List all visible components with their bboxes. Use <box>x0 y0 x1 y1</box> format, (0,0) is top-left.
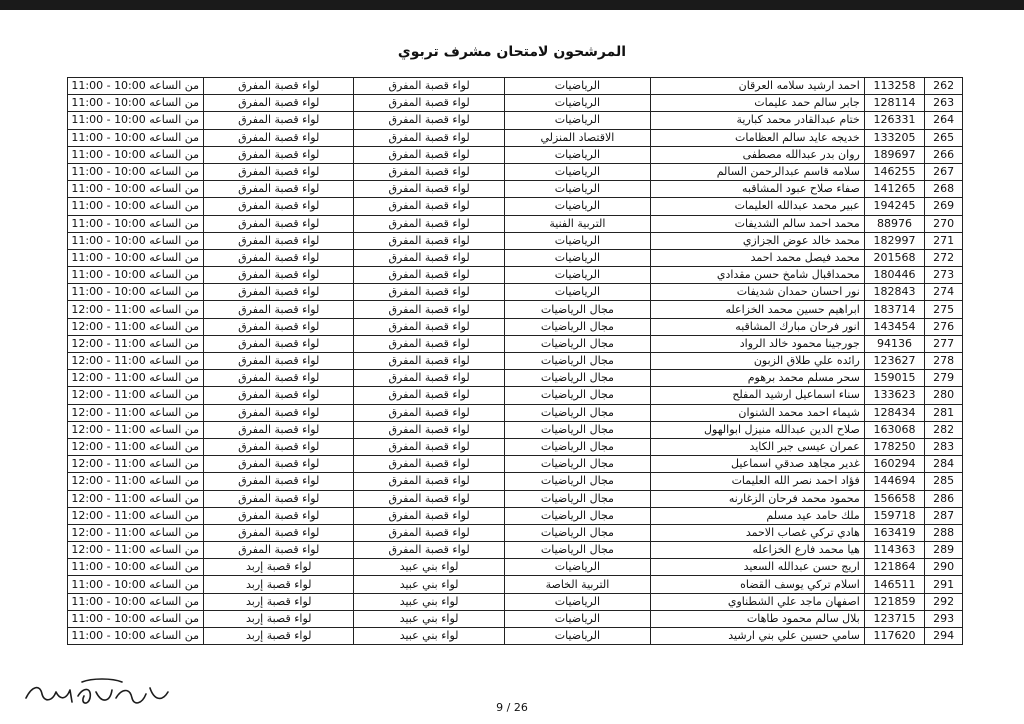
candidate-id-cell: 121859 <box>864 593 924 610</box>
directorate-cell: لواء قصبة المفرق <box>354 215 504 232</box>
candidates-table-body <box>68 78 963 645</box>
candidate-name-cell: محمود محمد فرحان الزغارنه <box>651 490 865 507</box>
specialty-cell: الرياضيات <box>504 593 650 610</box>
directorate-cell: لواء قصبة المفرق <box>354 112 504 129</box>
row-number-cell: 273 <box>925 267 963 284</box>
exam-center-cell: لواء قصبة المفرق <box>204 524 354 541</box>
candidate-id-cell: 163068 <box>864 421 924 438</box>
exam-time-cell: من الساعه 10:00 - 11:00 <box>68 112 204 129</box>
exam-time-cell: من الساعه 10:00 - 11:00 <box>68 232 204 249</box>
directorate-cell: لواء قصبة المفرق <box>354 456 504 473</box>
specialty-cell: الرياضيات <box>504 284 650 301</box>
specialty-cell: التربية الخاصة <box>504 576 650 593</box>
candidate-name-cell: جابر سالم حمد عليمات <box>651 95 865 112</box>
exam-center-cell: لواء قصبة المفرق <box>204 249 354 266</box>
candidate-id-cell: 123715 <box>864 610 924 627</box>
exam-time-cell: من الساعه 10:00 - 11:00 <box>68 181 204 198</box>
candidate-id-cell: 183714 <box>864 301 924 318</box>
scan-top-edge <box>0 0 1024 10</box>
exam-time-cell: من الساعه 10:00 - 11:00 <box>68 267 204 284</box>
row-number-cell: 278 <box>925 353 963 370</box>
row-number-cell: 272 <box>925 249 963 266</box>
specialty-cell: الاقتصاد المنزلي <box>504 129 650 146</box>
specialty-cell: مجال الرياضيات <box>504 404 650 421</box>
candidate-id-cell: 189697 <box>864 146 924 163</box>
row-number-cell: 289 <box>925 542 963 559</box>
exam-center-cell: لواء قصبة المفرق <box>204 78 354 95</box>
candidate-id-cell: 180446 <box>864 267 924 284</box>
directorate-cell: لواء قصبة المفرق <box>354 353 504 370</box>
exam-time-cell: من الساعه 10:00 - 11:00 <box>68 249 204 266</box>
exam-center-cell: لواء قصبة المفرق <box>204 198 354 215</box>
directorate-cell: لواء قصبة المفرق <box>354 301 504 318</box>
candidate-name-cell: هادي تركي غصاب الاحمد <box>651 524 865 541</box>
exam-center-cell: لواء قصبة المفرق <box>204 129 354 146</box>
row-number-cell: 293 <box>925 610 963 627</box>
directorate-cell: لواء بني عبيد <box>354 593 504 610</box>
exam-time-cell: من الساعه 11:00 - 12:00 <box>68 456 204 473</box>
exam-time-cell: من الساعه 10:00 - 11:00 <box>68 129 204 146</box>
exam-center-cell: لواء قصبة إربد <box>204 593 354 610</box>
row-number-cell: 267 <box>925 163 963 180</box>
exam-time-cell: من الساعه 11:00 - 12:00 <box>68 473 204 490</box>
candidate-name-cell: فؤاد احمد نصر الله العليمات <box>651 473 865 490</box>
row-number-cell: 281 <box>925 404 963 421</box>
row-number-cell: 292 <box>925 593 963 610</box>
exam-center-cell: لواء قصبة المفرق <box>204 146 354 163</box>
specialty-cell: الرياضيات <box>504 610 650 627</box>
directorate-cell: لواء قصبة المفرق <box>354 249 504 266</box>
candidate-name-cell: اريج حسن عبدالله السعيد <box>651 559 865 576</box>
row-number-cell: 266 <box>925 146 963 163</box>
directorate-cell: لواء بني عبيد <box>354 559 504 576</box>
specialty-cell: الرياضيات <box>504 249 650 266</box>
exam-center-cell: لواء قصبة المفرق <box>204 421 354 438</box>
exam-time-cell: من الساعه 11:00 - 12:00 <box>68 370 204 387</box>
exam-center-cell: لواء قصبة المفرق <box>204 490 354 507</box>
candidate-name-cell: خديجه عايد سالم العظامات <box>651 129 865 146</box>
candidate-id-cell: 117620 <box>864 628 924 645</box>
candidate-id-cell: 178250 <box>864 438 924 455</box>
row-number-cell: 287 <box>925 507 963 524</box>
table-row <box>68 181 963 198</box>
candidate-name-cell: اسلام تركي يوسف القضاه <box>651 576 865 593</box>
table-row <box>68 370 963 387</box>
table-row <box>68 421 963 438</box>
exam-time-cell: من الساعه 10:00 - 11:00 <box>68 593 204 610</box>
candidate-id-cell: 146511 <box>864 576 924 593</box>
table-row <box>68 456 963 473</box>
exam-time-cell: من الساعه 11:00 - 12:00 <box>68 353 204 370</box>
candidate-name-cell: سحر مسلم محمد برهوم <box>651 370 865 387</box>
row-number-cell: 288 <box>925 524 963 541</box>
row-number-cell: 285 <box>925 473 963 490</box>
exam-time-cell: من الساعه 10:00 - 11:00 <box>68 284 204 301</box>
table-row <box>68 404 963 421</box>
specialty-cell: التربية الفنية <box>504 215 650 232</box>
table-row <box>68 95 963 112</box>
directorate-cell: لواء قصبة المفرق <box>354 267 504 284</box>
table-row <box>68 628 963 645</box>
table-row <box>68 438 963 455</box>
candidate-name-cell: شيماء احمد محمد الشنوان <box>651 404 865 421</box>
exam-time-cell: من الساعه 11:00 - 12:00 <box>68 507 204 524</box>
directorate-cell: لواء قصبة المفرق <box>354 490 504 507</box>
directorate-cell: لواء قصبة المفرق <box>354 284 504 301</box>
exam-time-cell: من الساعه 11:00 - 12:00 <box>68 438 204 455</box>
directorate-cell: لواء قصبة المفرق <box>354 542 504 559</box>
candidate-name-cell: محمد خالد عوض الجزازي <box>651 232 865 249</box>
table-row <box>68 284 963 301</box>
row-number-cell: 274 <box>925 284 963 301</box>
candidate-id-cell: 182997 <box>864 232 924 249</box>
exam-center-cell: لواء قصبة إربد <box>204 576 354 593</box>
candidate-name-cell: اصفهان ماجد علي الشطناوي <box>651 593 865 610</box>
directorate-cell: لواء قصبة المفرق <box>354 163 504 180</box>
exam-time-cell: من الساعه 10:00 - 11:00 <box>68 215 204 232</box>
candidate-name-cell: محمد فيصل محمد احمد <box>651 249 865 266</box>
exam-center-cell: لواء قصبة المفرق <box>204 404 354 421</box>
specialty-cell: الرياضيات <box>504 163 650 180</box>
candidate-id-cell: 194245 <box>864 198 924 215</box>
specialty-cell: الرياضيات <box>504 146 650 163</box>
candidate-name-cell: صفاء صلاح عبود المشاقبه <box>651 181 865 198</box>
directorate-cell: لواء قصبة المفرق <box>354 198 504 215</box>
candidate-id-cell: 114363 <box>864 542 924 559</box>
exam-center-cell: لواء قصبة المفرق <box>204 473 354 490</box>
directorate-cell: لواء قصبة المفرق <box>354 181 504 198</box>
candidate-name-cell: انور فرحان مبارك المشاقبه <box>651 318 865 335</box>
specialty-cell: مجال الرياضيات <box>504 301 650 318</box>
candidate-id-cell: 121864 <box>864 559 924 576</box>
exam-time-cell: من الساعه 10:00 - 11:00 <box>68 198 204 215</box>
directorate-cell: لواء قصبة المفرق <box>354 129 504 146</box>
exam-time-cell: من الساعه 11:00 - 12:00 <box>68 542 204 559</box>
table-row <box>68 129 963 146</box>
candidate-name-cell: غدير مجاهد صدقي اسماعيل <box>651 456 865 473</box>
candidate-name-cell: احمد ارشيد سلامه العرقان <box>651 78 865 95</box>
exam-center-cell: لواء قصبة المفرق <box>204 318 354 335</box>
candidate-name-cell: هيا محمد فارع الخزاعله <box>651 542 865 559</box>
candidate-id-cell: 88976 <box>864 215 924 232</box>
candidate-id-cell: 144694 <box>864 473 924 490</box>
specialty-cell: مجال الرياضيات <box>504 318 650 335</box>
exam-center-cell: لواء قصبة المفرق <box>204 163 354 180</box>
directorate-cell: لواء قصبة المفرق <box>354 232 504 249</box>
exam-center-cell: لواء قصبة المفرق <box>204 370 354 387</box>
table-row <box>68 146 963 163</box>
directorate-cell: لواء بني عبيد <box>354 628 504 645</box>
candidate-name-cell: صلاح الدين عبدالله منيزل ابوالهول <box>651 421 865 438</box>
exam-center-cell: لواء قصبة المفرق <box>204 507 354 524</box>
row-number-cell: 284 <box>925 456 963 473</box>
specialty-cell: الرياضيات <box>504 198 650 215</box>
exam-center-cell: لواء قصبة المفرق <box>204 112 354 129</box>
specialty-cell: مجال الرياضيات <box>504 507 650 524</box>
table-row <box>68 301 963 318</box>
exam-center-cell: لواء قصبة إربد <box>204 610 354 627</box>
candidate-name-cell: نور احسان حمدان شديفات <box>651 284 865 301</box>
specialty-cell: مجال الرياضيات <box>504 542 650 559</box>
candidate-id-cell: 160294 <box>864 456 924 473</box>
table-row <box>68 353 963 370</box>
exam-time-cell: من الساعه 11:00 - 12:00 <box>68 318 204 335</box>
specialty-cell: مجال الرياضيات <box>504 438 650 455</box>
exam-center-cell: لواء قصبة المفرق <box>204 353 354 370</box>
exam-center-cell: لواء قصبة المفرق <box>204 387 354 404</box>
directorate-cell: لواء قصبة المفرق <box>354 335 504 352</box>
candidate-id-cell: 163419 <box>864 524 924 541</box>
table-row <box>68 163 963 180</box>
exam-center-cell: لواء قصبة إربد <box>204 628 354 645</box>
candidate-id-cell: 159015 <box>864 370 924 387</box>
directorate-cell: لواء قصبة المفرق <box>354 370 504 387</box>
directorate-cell: لواء قصبة المفرق <box>354 421 504 438</box>
directorate-cell: لواء بني عبيد <box>354 610 504 627</box>
specialty-cell: مجال الرياضيات <box>504 335 650 352</box>
table-row <box>68 249 963 266</box>
exam-time-cell: من الساعه 10:00 - 11:00 <box>68 576 204 593</box>
row-number-cell: 286 <box>925 490 963 507</box>
exam-center-cell: لواء قصبة المفرق <box>204 335 354 352</box>
candidates-table <box>67 77 963 645</box>
candidate-id-cell: 146255 <box>864 163 924 180</box>
specialty-cell: مجال الرياضيات <box>504 524 650 541</box>
directorate-cell: لواء قصبة المفرق <box>354 318 504 335</box>
candidate-name-cell: رائده علي طلاق الزبون <box>651 353 865 370</box>
row-number-cell: 262 <box>925 78 963 95</box>
table-row <box>68 335 963 352</box>
candidate-name-cell: عبير محمد عبدالله العليمات <box>651 198 865 215</box>
candidate-name-cell: ختام عبدالقادر محمد كبارية <box>651 112 865 129</box>
table-row <box>68 215 963 232</box>
table-row <box>68 490 963 507</box>
candidate-id-cell: 182843 <box>864 284 924 301</box>
row-number-cell: 264 <box>925 112 963 129</box>
candidate-id-cell: 123627 <box>864 353 924 370</box>
row-number-cell: 271 <box>925 232 963 249</box>
row-number-cell: 268 <box>925 181 963 198</box>
candidate-id-cell: 143454 <box>864 318 924 335</box>
candidate-id-cell: 94136 <box>864 335 924 352</box>
directorate-cell: لواء بني عبيد <box>354 576 504 593</box>
exam-time-cell: من الساعه 10:00 - 11:00 <box>68 146 204 163</box>
table-row <box>68 318 963 335</box>
table-row <box>68 78 963 95</box>
table-row <box>68 542 963 559</box>
specialty-cell: الرياضيات <box>504 559 650 576</box>
page-number: 9 / 26 <box>496 701 528 714</box>
candidate-name-cell: روان بدر عبدالله مصطفى <box>651 146 865 163</box>
exam-center-cell: لواء قصبة المفرق <box>204 267 354 284</box>
exam-center-cell: لواء قصبة المفرق <box>204 181 354 198</box>
row-number-cell: 294 <box>925 628 963 645</box>
candidate-name-cell: محمداقبال شامخ حسن مقدادي <box>651 267 865 284</box>
specialty-cell: الرياضيات <box>504 112 650 129</box>
exam-time-cell: من الساعه 10:00 - 11:00 <box>68 95 204 112</box>
table-row <box>68 507 963 524</box>
candidate-id-cell: 128114 <box>864 95 924 112</box>
candidate-name-cell: سلامه قاسم عبدالرحمن السالم <box>651 163 865 180</box>
candidate-id-cell: 141265 <box>864 181 924 198</box>
table-row <box>68 610 963 627</box>
exam-time-cell: من الساعه 11:00 - 12:00 <box>68 524 204 541</box>
table-row <box>68 387 963 404</box>
row-number-cell: 265 <box>925 129 963 146</box>
table-row <box>68 112 963 129</box>
exam-time-cell: من الساعه 10:00 - 11:00 <box>68 163 204 180</box>
exam-center-cell: لواء قصبة المفرق <box>204 215 354 232</box>
specialty-cell: مجال الرياضيات <box>504 490 650 507</box>
exam-time-cell: من الساعه 10:00 - 11:00 <box>68 628 204 645</box>
specialty-cell: مجال الرياضيات <box>504 353 650 370</box>
row-number-cell: 277 <box>925 335 963 352</box>
directorate-cell: لواء قصبة المفرق <box>354 438 504 455</box>
row-number-cell: 279 <box>925 370 963 387</box>
exam-center-cell: لواء قصبة المفرق <box>204 542 354 559</box>
exam-center-cell: لواء قصبة المفرق <box>204 95 354 112</box>
table-row <box>68 232 963 249</box>
exam-center-cell: لواء قصبة المفرق <box>204 301 354 318</box>
directorate-cell: لواء قصبة المفرق <box>354 95 504 112</box>
exam-time-cell: من الساعه 10:00 - 11:00 <box>68 610 204 627</box>
table-row <box>68 473 963 490</box>
row-number-cell: 283 <box>925 438 963 455</box>
directorate-cell: لواء قصبة المفرق <box>354 473 504 490</box>
row-number-cell: 280 <box>925 387 963 404</box>
candidate-name-cell: جورجينا محمود خالد الرواد <box>651 335 865 352</box>
directorate-cell: لواء قصبة المفرق <box>354 507 504 524</box>
table-row <box>68 576 963 593</box>
exam-center-cell: لواء قصبة المفرق <box>204 284 354 301</box>
exam-time-cell: من الساعه 10:00 - 11:00 <box>68 559 204 576</box>
specialty-cell: الرياضيات <box>504 181 650 198</box>
directorate-cell: لواء قصبة المفرق <box>354 387 504 404</box>
specialty-cell: مجال الرياضيات <box>504 473 650 490</box>
specialty-cell: الرياضيات <box>504 267 650 284</box>
row-number-cell: 282 <box>925 421 963 438</box>
directorate-cell: لواء قصبة المفرق <box>354 404 504 421</box>
specialty-cell: مجال الرياضيات <box>504 370 650 387</box>
candidate-id-cell: 159718 <box>864 507 924 524</box>
exam-center-cell: لواء قصبة المفرق <box>204 438 354 455</box>
candidate-name-cell: ابراهيم حسين محمد الخزاعله <box>651 301 865 318</box>
exam-time-cell: من الساعه 11:00 - 12:00 <box>68 387 204 404</box>
candidate-id-cell: 201568 <box>864 249 924 266</box>
specialty-cell: الرياضيات <box>504 95 650 112</box>
exam-center-cell: لواء قصبة المفرق <box>204 232 354 249</box>
specialty-cell: الرياضيات <box>504 232 650 249</box>
exam-time-cell: من الساعه 11:00 - 12:00 <box>68 335 204 352</box>
candidate-id-cell: 133205 <box>864 129 924 146</box>
page-title: المرشحون لامتحان مشرف تربوي <box>397 44 627 60</box>
candidate-id-cell: 126331 <box>864 112 924 129</box>
directorate-cell: لواء قصبة المفرق <box>354 78 504 95</box>
table-row <box>68 198 963 215</box>
exam-time-cell: من الساعه 11:00 - 12:00 <box>68 490 204 507</box>
specialty-cell: مجال الرياضيات <box>504 456 650 473</box>
exam-time-cell: من الساعه 10:00 - 11:00 <box>68 78 204 95</box>
candidate-name-cell: سناء اسماعيل ارشيد المفلح <box>651 387 865 404</box>
specialty-cell: مجال الرياضيات <box>504 421 650 438</box>
row-number-cell: 263 <box>925 95 963 112</box>
exam-center-cell: لواء قصبة المفرق <box>204 456 354 473</box>
candidate-name-cell: بلال سالم محمود طاهات <box>651 610 865 627</box>
specialty-cell: الرياضيات <box>504 78 650 95</box>
candidate-name-cell: عمران عيسى جبر الكايد <box>651 438 865 455</box>
row-number-cell: 291 <box>925 576 963 593</box>
directorate-cell: لواء قصبة المفرق <box>354 146 504 163</box>
exam-time-cell: من الساعه 11:00 - 12:00 <box>68 421 204 438</box>
specialty-cell: مجال الرياضيات <box>504 387 650 404</box>
row-number-cell: 270 <box>925 215 963 232</box>
exam-time-cell: من الساعه 11:00 - 12:00 <box>68 301 204 318</box>
table-row <box>68 593 963 610</box>
table-row <box>68 559 963 576</box>
candidate-name-cell: ملك حامد عيد مسلم <box>651 507 865 524</box>
row-number-cell: 276 <box>925 318 963 335</box>
candidate-id-cell: 156658 <box>864 490 924 507</box>
directorate-cell: لواء قصبة المفرق <box>354 524 504 541</box>
candidate-id-cell: 113258 <box>864 78 924 95</box>
candidate-id-cell: 133623 <box>864 387 924 404</box>
row-number-cell: 275 <box>925 301 963 318</box>
exam-time-cell: من الساعه 11:00 - 12:00 <box>68 404 204 421</box>
specialty-cell: الرياضيات <box>504 628 650 645</box>
candidate-name-cell: محمد احمد سالم الشديفات <box>651 215 865 232</box>
table-row <box>68 524 963 541</box>
table-row <box>68 267 963 284</box>
candidate-id-cell: 128434 <box>864 404 924 421</box>
row-number-cell: 290 <box>925 559 963 576</box>
row-number-cell: 269 <box>925 198 963 215</box>
candidate-name-cell: سامي حسين علي بني ارشيد <box>651 628 865 645</box>
exam-center-cell: لواء قصبة إربد <box>204 559 354 576</box>
